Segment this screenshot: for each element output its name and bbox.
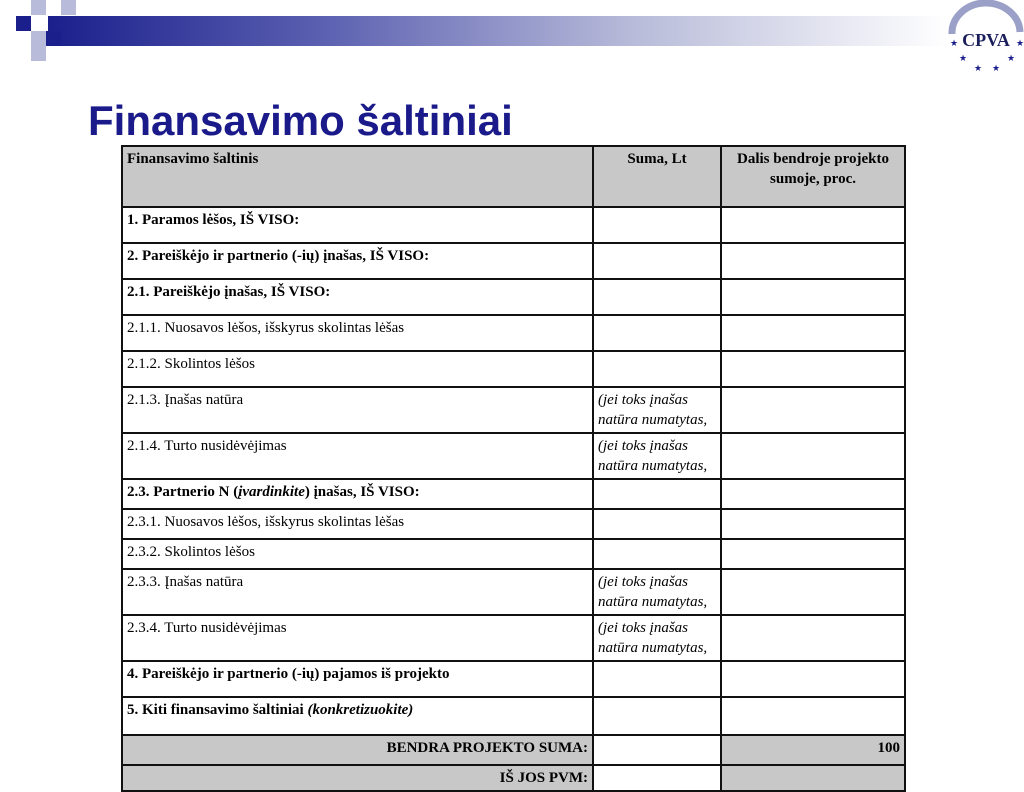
table-row bbox=[122, 207, 905, 243]
table-row bbox=[122, 661, 905, 697]
row-label: 2.1. Pareiškėjo įnašas, IŠ VISO: bbox=[122, 279, 593, 315]
financing-sources-table bbox=[121, 145, 906, 792]
header-gradient-band bbox=[48, 16, 948, 46]
table-row bbox=[122, 351, 905, 387]
sum-cell bbox=[593, 243, 721, 279]
header-source: Finansavimo šaltinis bbox=[122, 146, 593, 207]
sum-cell bbox=[593, 279, 721, 315]
share-cell bbox=[721, 279, 905, 315]
share-cell bbox=[721, 569, 905, 615]
sum-note: (jei toks įnašas natūra numatytas, bbox=[593, 433, 721, 479]
vat-sum-cell bbox=[593, 765, 721, 791]
share-cell bbox=[721, 315, 905, 351]
sum-cell bbox=[593, 539, 721, 569]
row-label: 2.1.2. Skolintos lėšos bbox=[122, 351, 593, 387]
header-share: Dalis bendroje projekto sumoje, proc. bbox=[721, 146, 905, 207]
decor-square bbox=[31, 31, 46, 46]
vat-share-cell bbox=[721, 765, 905, 791]
table-row bbox=[122, 243, 905, 279]
svg-text:★: ★ bbox=[974, 64, 983, 74]
row-label: 2.3. Partnerio N (įvardinkite) įnašas, IŠ VISO: bbox=[122, 479, 593, 509]
share-cell bbox=[721, 539, 905, 569]
row-label: 5. Kiti finansavimo šaltiniai (konkretizuokite) bbox=[122, 697, 593, 735]
share-cell bbox=[721, 243, 905, 279]
sum-cell bbox=[593, 351, 721, 387]
svg-text:★: ★ bbox=[1016, 39, 1024, 49]
svg-text:★: ★ bbox=[959, 54, 968, 64]
row-label: 2. Pareiškėjo ir partnerio (-ių) įnašas, IŠ VISO: bbox=[122, 243, 593, 279]
decor-square bbox=[46, 31, 61, 46]
sum-note: (jei toks įnašas natūra numatytas, bbox=[593, 569, 721, 615]
table-row bbox=[122, 315, 905, 351]
row-label: 1. Paramos lėšos, IŠ VISO: bbox=[122, 207, 593, 243]
sum-cell bbox=[593, 509, 721, 539]
share-cell bbox=[721, 207, 905, 243]
share-cell bbox=[721, 433, 905, 479]
row-label: 4. Pareiškėjo ir partnerio (-ių) pajamos iš projekto bbox=[122, 661, 593, 697]
share-cell bbox=[721, 387, 905, 433]
sum-note: (jei toks įnašas natūra numatytas, bbox=[593, 615, 721, 661]
sum-note: (jei toks įnašas natūra numatytas, bbox=[593, 387, 721, 433]
row-label: 2.3.1. Nuosavos lėšos, išskyrus skolintas lėšas bbox=[122, 509, 593, 539]
table-row bbox=[122, 433, 905, 479]
sum-cell bbox=[593, 661, 721, 697]
table-row bbox=[122, 387, 905, 433]
sum-cell bbox=[593, 315, 721, 351]
decor-square bbox=[31, 0, 46, 15]
decor-square bbox=[31, 46, 46, 61]
share-cell bbox=[721, 479, 905, 509]
decor-square bbox=[61, 0, 76, 15]
total-sum-cell bbox=[593, 735, 721, 765]
table-row bbox=[122, 479, 905, 509]
row-label: 2.1.3. Įnašas natūra bbox=[122, 387, 593, 433]
svg-text:★: ★ bbox=[992, 64, 1001, 74]
table-row bbox=[122, 615, 905, 661]
decor-square bbox=[16, 16, 31, 31]
row-label: 2.3.4. Turto nusidėvėjimas bbox=[122, 615, 593, 661]
logo-text: CPVA bbox=[962, 30, 1010, 50]
table-row bbox=[122, 509, 905, 539]
slide-title: Finansavimo šaltiniai bbox=[88, 97, 513, 144]
row-label: 2.1.4. Turto nusidėvėjimas bbox=[122, 433, 593, 479]
vat-label: IŠ JOS PVM: bbox=[122, 765, 593, 791]
total-share-cell: 100 bbox=[721, 735, 905, 765]
row-label: 2.3.2. Skolintos lėšos bbox=[122, 539, 593, 569]
table-row bbox=[122, 569, 905, 615]
table-row bbox=[122, 279, 905, 315]
cpva-logo bbox=[944, 0, 1024, 80]
table-row bbox=[122, 539, 905, 569]
share-cell bbox=[721, 509, 905, 539]
svg-text:★: ★ bbox=[950, 39, 959, 49]
share-cell bbox=[721, 661, 905, 697]
header-sum: Suma, Lt bbox=[593, 146, 721, 207]
share-cell bbox=[721, 697, 905, 735]
svg-text:★: ★ bbox=[1007, 54, 1016, 64]
total-label: BENDRA PROJEKTO SUMA: bbox=[122, 735, 593, 765]
vat-row bbox=[122, 765, 905, 791]
table-header-row bbox=[122, 146, 905, 207]
sum-cell bbox=[593, 697, 721, 735]
row-label: 2.1.1. Nuosavos lėšos, išskyrus skolintas lėšas bbox=[122, 315, 593, 351]
sum-cell bbox=[593, 479, 721, 509]
row-label: 2.3.3. Įnašas natūra bbox=[122, 569, 593, 615]
table-row bbox=[122, 697, 905, 735]
share-cell bbox=[721, 351, 905, 387]
total-row bbox=[122, 735, 905, 765]
sum-cell bbox=[593, 207, 721, 243]
share-cell bbox=[721, 615, 905, 661]
